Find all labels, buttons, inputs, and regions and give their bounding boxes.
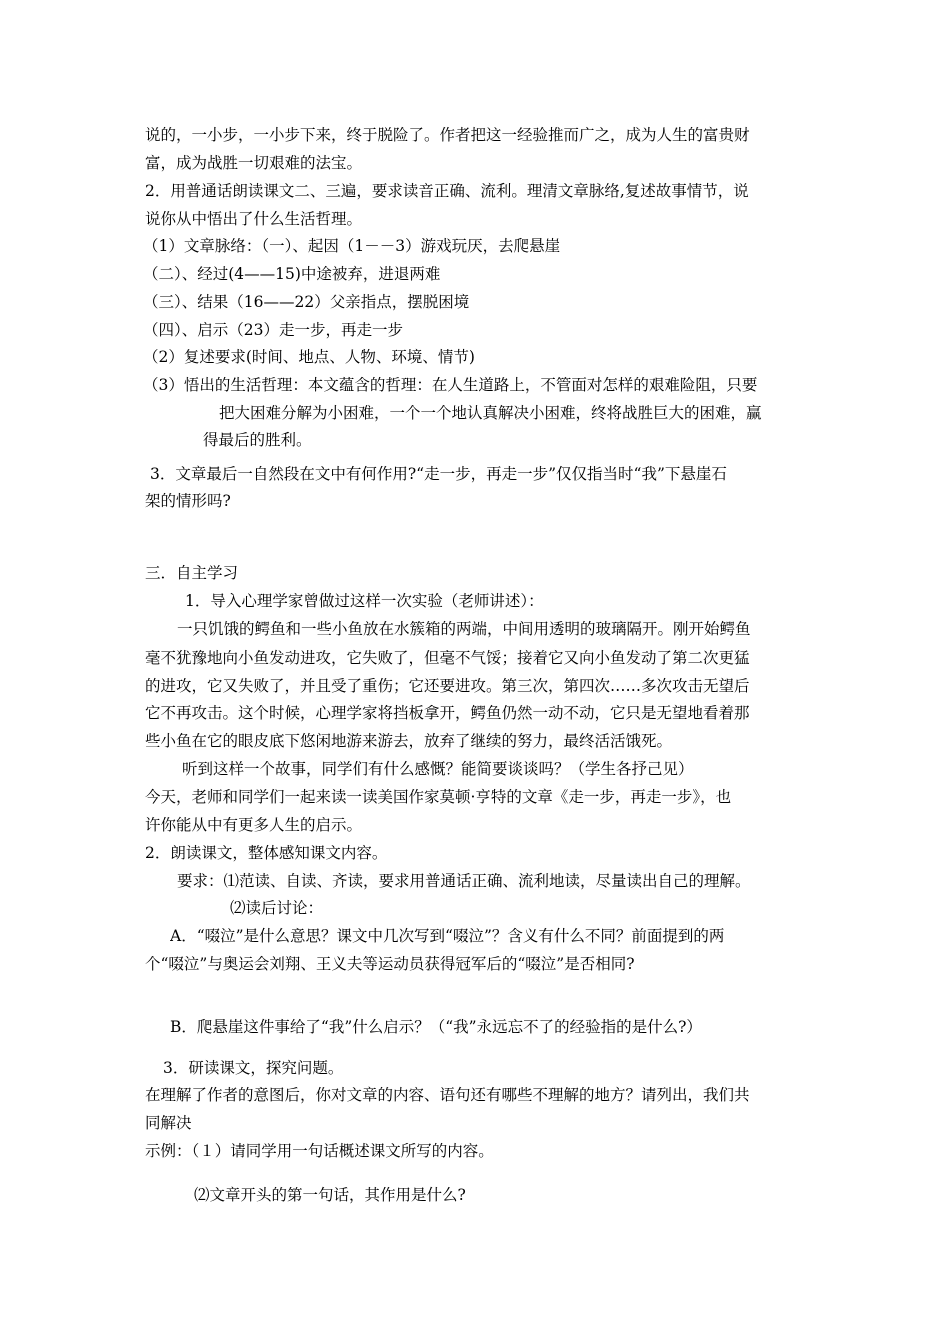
text-line: 说你从中悟出了什么生活哲理。 [145, 210, 363, 228]
text-line: （二）、经过(4——15)中途被弃，进退两难 [143, 265, 441, 283]
text-line: 1．导入心理学家曾做过这样一次实验（老师讲述）： [185, 592, 544, 610]
section-heading: 三．自主学习 [145, 564, 239, 582]
text-line: 说的，一小步，一小步下来，终于脱险了。作者把这一经验推而广之，成为人生的富贵财 [145, 126, 750, 144]
text-line: 示例：（１）请同学用一句话概述课文所写的内容。 [145, 1142, 494, 1160]
text-line: 它不再攻击。这个时候，心理学家将挡板拿开，鳄鱼仍然一动不动，它只是无望地看着那 [145, 704, 750, 722]
text-line: 得最后的胜利。 [203, 431, 312, 449]
text-line: 今天，老师和同学们一起来读一读美国作家莫顿·亨特的文章《走一步，再走一步》，也 [145, 788, 732, 806]
text-line: A．“啜泣”是什么意思？课文中几次写到“啜泣”？含义有什么不同？前面提到的两 [170, 927, 725, 945]
text-line: 2．用普通话朗读课文二、三遍，要求读音正确、流利。理清文章脉络,复述故事情节，说 [145, 182, 749, 200]
text-line: 把大困难分解为小困难，一个一个地认真解决小困难，终将战胜巨大的困难，赢 [219, 404, 762, 422]
text-line: 要求：⑴范读、自读、齐读，要求用普通话正确、流利地读，尽量读出自己的理解。 [177, 872, 751, 890]
text-line: B．爬悬崖这件事给了“我”什么启示？（“我”永远忘不了的经验指的是什么?） [170, 1018, 702, 1036]
text-line: 一只饥饿的鳄鱼和一些小鱼放在水簇箱的两端，中间用透明的玻璃隔开。刚开始鳄鱼 [177, 620, 751, 638]
text-line: 2．朗读课文，整体感知课文内容。 [145, 844, 388, 862]
text-line: ⑵读后讨论： [230, 899, 324, 917]
text-line: 富，成为战胜一切艰难的法宝。 [145, 154, 363, 172]
text-line: 同解决 [145, 1114, 192, 1132]
text-line: 的进攻，它又失败了，并且受了重伤；它还要进攻。第三次，第四次……多次攻击无望后 [145, 677, 750, 695]
text-line: （1）文章脉络：（一）、起因（1－－3）游戏玩厌，去爬悬崖 [143, 237, 561, 255]
text-line: 架的情形吗? [145, 492, 231, 510]
text-line: （2）复述要求(时间、地点、人物、环境、情节) [143, 348, 475, 366]
text-line: 3．文章最后一自然段在文中有何作用?“走一步，再走一步”仅仅指当时“我”下悬崖石 [150, 465, 727, 483]
text-line: 听到这样一个故事，同学们有什么感慨？能简要谈谈吗？（学生各抒己见） [182, 760, 694, 778]
text-line: （三）、结果（16——22）父亲指点，摆脱困境 [143, 293, 470, 311]
text-line: ⑵文章开头的第一句话，其作用是什么? [194, 1186, 466, 1204]
text-line: 许你能从中有更多人生的启示。 [145, 816, 363, 834]
text-line: （3）悟出的生活哲理：本文蕴含的哲理：在人生道路上，不管面对怎样的艰难险阻，只要 [143, 376, 758, 394]
text-line: （四）、启示（23）走一步，再走一步 [143, 321, 403, 339]
text-line: 些小鱼在它的眼皮底下悠闲地游来游去，放弃了继续的努力，最终活活饿死。 [145, 732, 673, 750]
text-line: 3．研读课文，探究问题。 [163, 1059, 344, 1077]
text-line: 毫不犹豫地向小鱼发动进攻，它失败了，但毫不气馁；接着它又向小鱼发动了第二次更猛 [145, 649, 750, 667]
text-line: 个“啜泣”与奥运会刘翔、王义夫等运动员获得冠军后的“啜泣”是否相同? [145, 955, 635, 973]
text-line: 在理解了作者的意图后，你对文章的内容、语句还有哪些不理解的地方？请列出，我们共 [145, 1086, 750, 1104]
